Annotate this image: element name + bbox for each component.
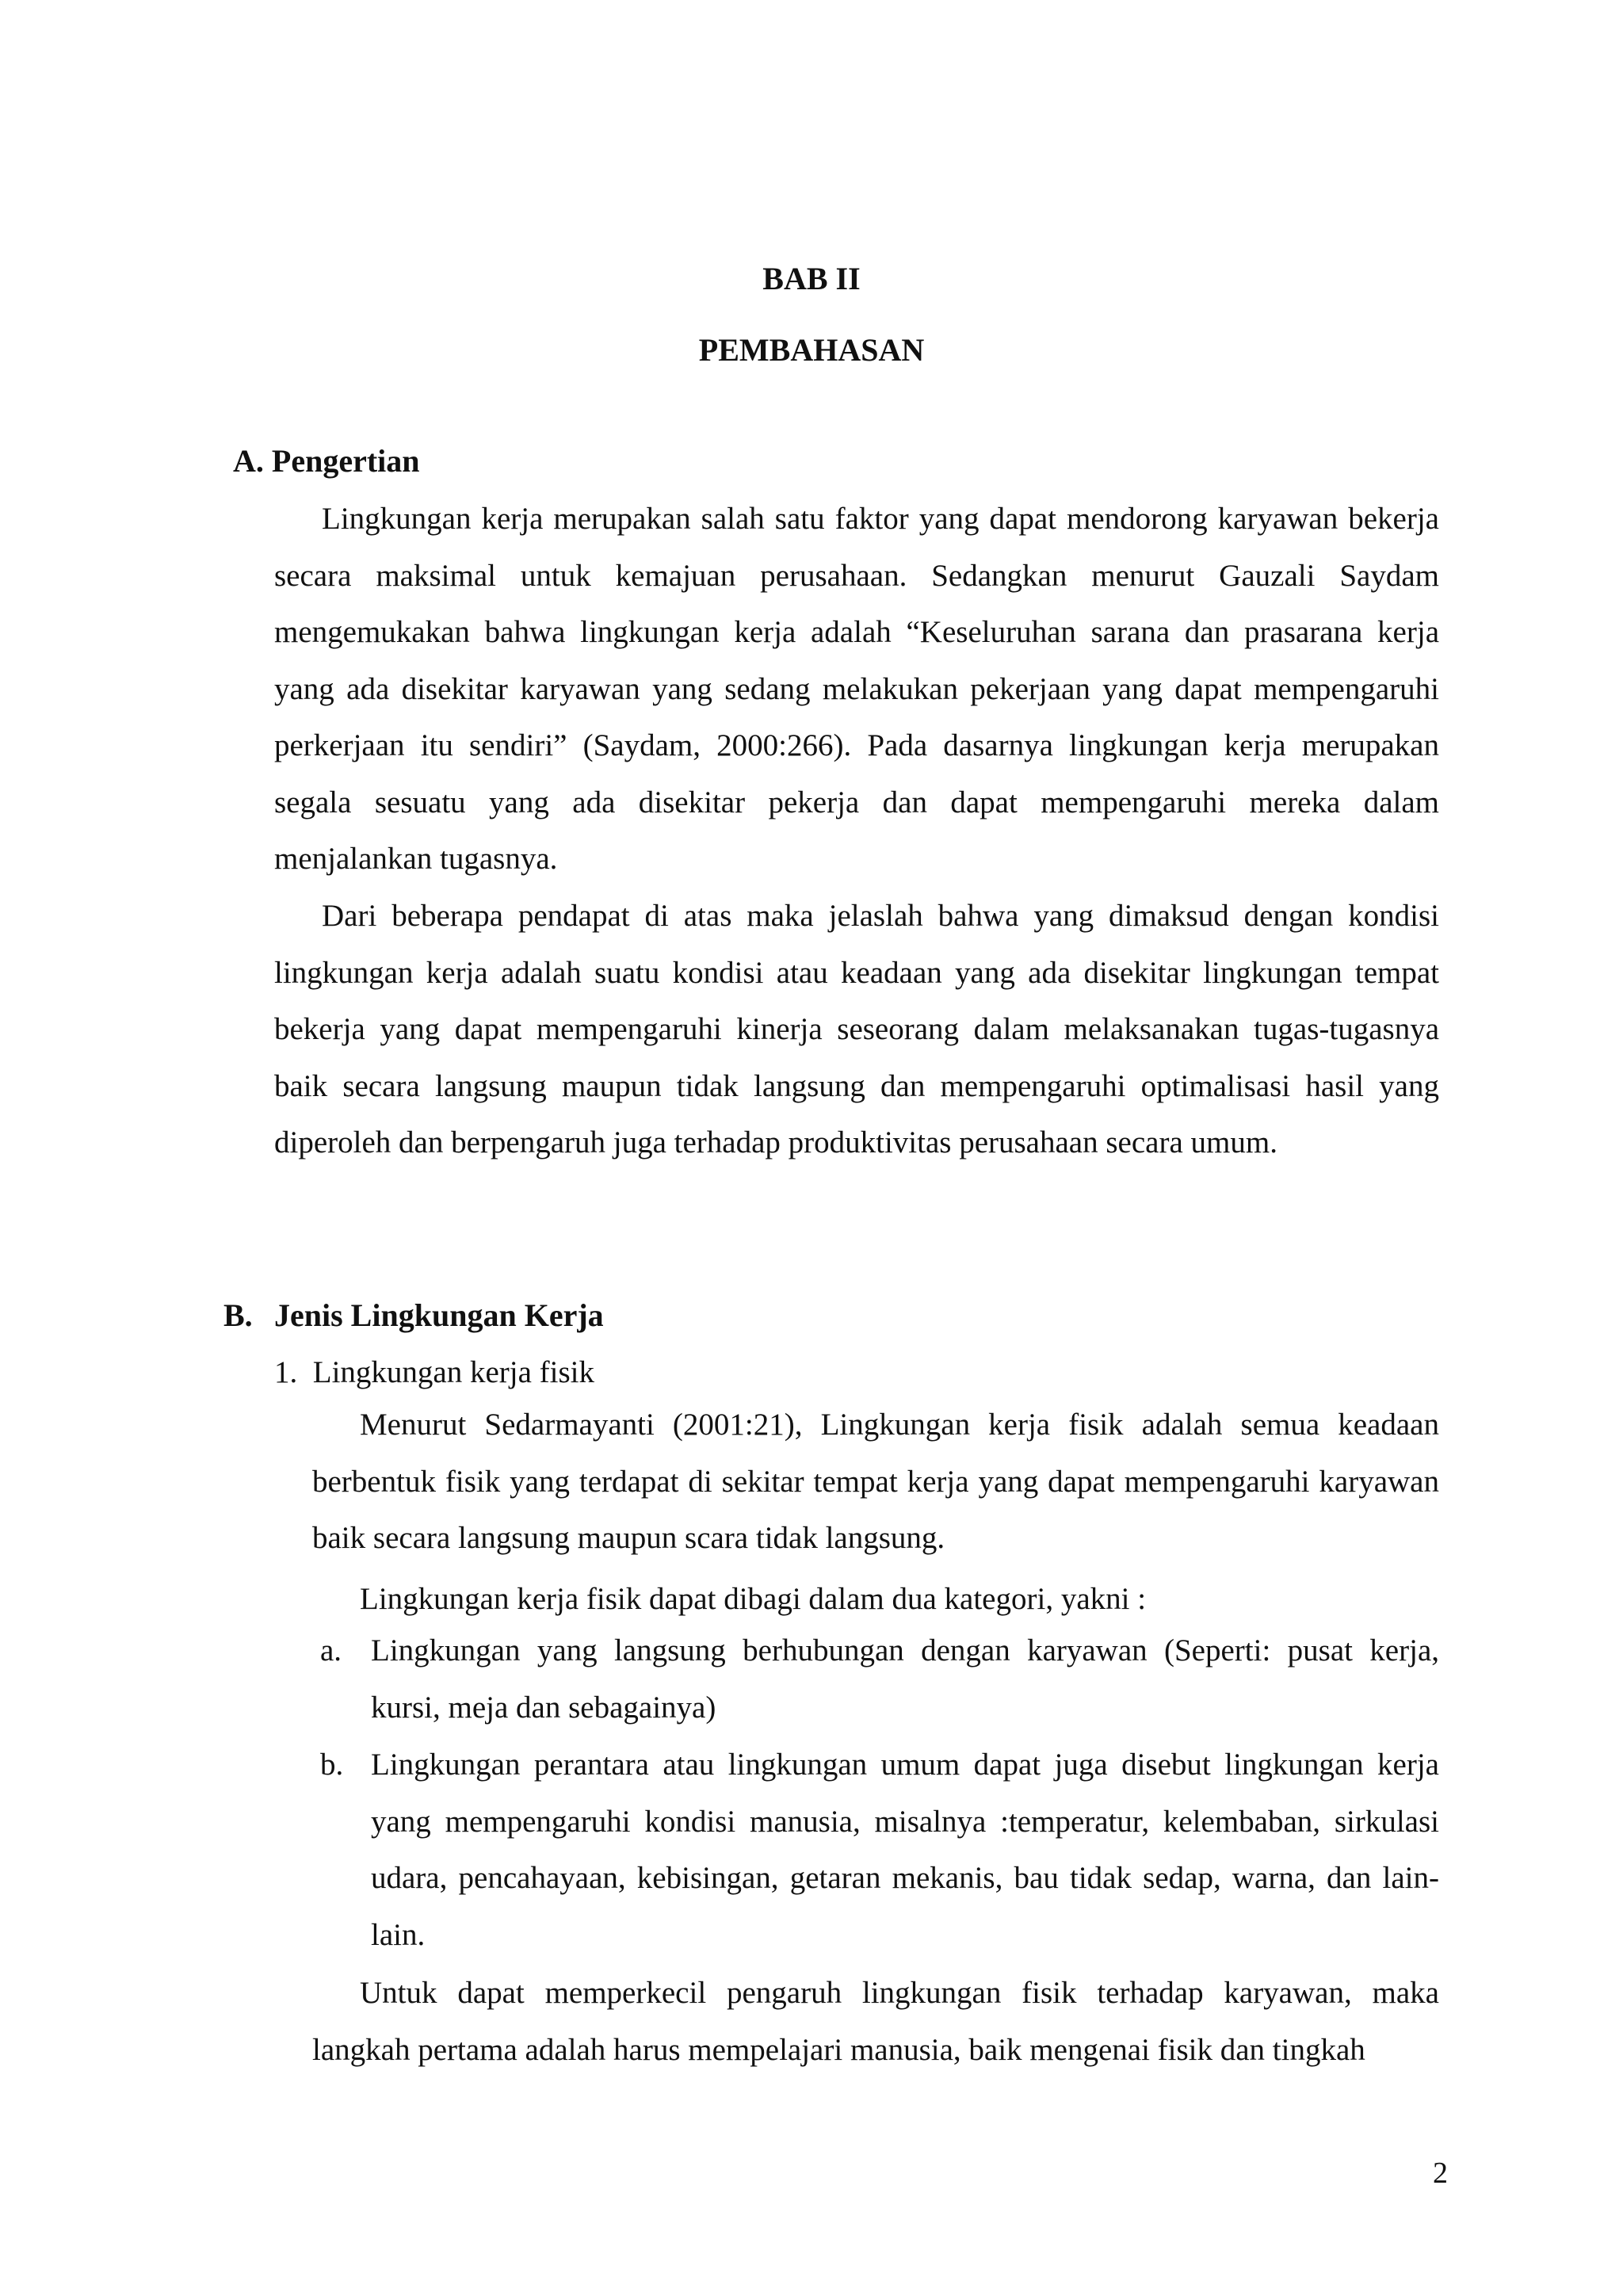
- section-a-paragraph-2: Dari beberapa pendapat di atas maka jelaslah bahwa yang dimaksud dengan kondisi lingkungan kerja adalah suatu kondisi atau keadaan yang ada disekitar lingkungan tempat bekerja yang dapat mempengaruhi kinerja seseorang dalam melaksanakan tugas-tugasnya baik secara langsung maupun tidak langsung dan mempengaruhi optimalisasi hasil yang diperoleh dan berpengaruh juga terhadap produktivitas perusahaan secara umum.: [274, 899, 1439, 1159]
- subsection-1-paragraph-1: Menurut Sedarmayanti (2001:21), Lingkungan kerja fisik adalah semua keadaan berbentuk fisik yang terdapat di sekitar tempat kerja yang dapat mempengaruhi karyawan baik secara langsung maupun scara tidak langsung.: [312, 1408, 1439, 1555]
- list-marker-b: b.: [320, 1748, 344, 1782]
- subsection-1-paragraph-2: Lingkungan kerja fisik dapat dibagi dalam dua kategori, yakni :: [360, 1582, 1147, 1616]
- subsection-1-label: 1. Lingkungan kerja fisik: [274, 1355, 594, 1389]
- list-marker-a: a.: [320, 1633, 342, 1668]
- chapter-number: BAB II: [762, 261, 861, 296]
- subsection-1-paragraph-3: Untuk dapat memperkecil pengaruh lingkungan fisik terhadap karyawan, maka langkah pertama adalah harus mempelajari manusia, baik mengenai fisik dan tingkah: [312, 1976, 1439, 2067]
- section-a-paragraph-1: Lingkungan kerja merupakan salah satu faktor yang dapat mendorong karyawan bekerja secara maksimal untuk kemajuan perusahaan. Sedangkan menurut Gauzali Saydam mengemukakan bahwa lingkungan kerja adalah “Keseluruhan sarana dan prasarana kerja yang ada disekitar karyawan yang sedang melakukan pekerjaan yang dapat mempengaruhi perkerjaan itu sendiri” (Saydam, 2000:266). Pada dasarnya lingkungan kerja merupakan segala sesuatu yang ada disekitar pekerja dan dapat mempengaruhi mereka dalam menjalankan tugasnya.: [274, 502, 1439, 876]
- list-text-b: Lingkungan perantara atau lingkungan umum dapat juga disebut lingkungan kerja yang mempengaruhi kondisi manusia, misalnya :temperatur, kelembaban, sirkulasi udara, pencahayaan, kebisingan, getaran mekanis, bau tidak sedap, warna, dan lain-lain.: [371, 1748, 1439, 1952]
- section-b-heading: Jenis Lingkungan Kerja: [274, 1297, 604, 1333]
- page-number: 2: [1433, 2157, 1448, 2190]
- section-a-heading: A. Pengertian: [233, 443, 420, 479]
- list-text-a: Lingkungan yang langsung berhubungan dengan karyawan (Seperti: pusat kerja, kursi, meja dan sebagainya): [371, 1633, 1439, 1725]
- chapter-title: PEMBAHASAN: [698, 332, 925, 368]
- section-b-marker: B.: [223, 1297, 253, 1333]
